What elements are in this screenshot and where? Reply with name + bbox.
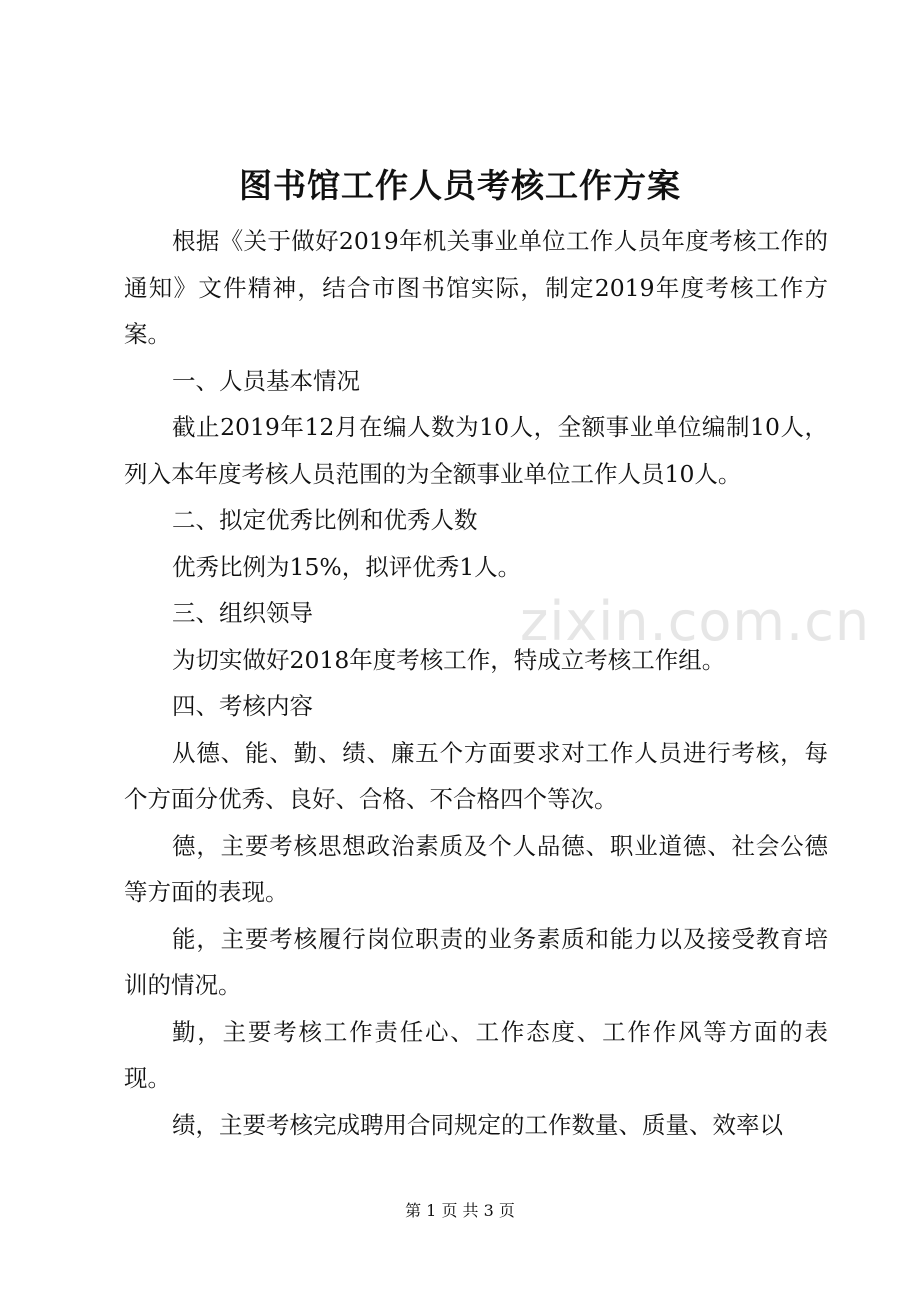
paragraph-intro: 根据《关于做好2019年机关事业单位工作人员年度考核工作的通知》文件精神，结合市图书馆实际，制定2019年度考核工作方案。: [124, 227, 828, 348]
paragraph-ability: 能，主要考核履行岗位职责的业务素质和能力以及接受教育培训的情况。: [124, 924, 828, 999]
paragraph-diligence: 勤，主要考核工作责任心、工作态度、工作作风等方面的表现。: [124, 1017, 828, 1092]
paragraph-performance: 绩，主要考核完成聘用合同规定的工作数量、质量、效率以: [172, 1110, 783, 1139]
paragraph-virtue: 德，主要考核思想政治素质及个人品德、职业道德、社会公德等方面的表现。: [124, 831, 828, 906]
section-heading-1: 一、人员基本情况: [172, 366, 360, 395]
section-heading-3: 三、组织领导: [172, 599, 313, 627]
section-heading-2: 二、拟定优秀比例和优秀人数: [172, 506, 478, 534]
watermark: zixin.com.cn: [520, 590, 871, 653]
paragraph-content-overview: 从德、能、勤、绩、廉五个方面要求对工作人员进行考核，每个方面分优秀、良好、合格、不合格四个等次。: [124, 738, 828, 813]
page-footer: 第 1 页 共 3 页: [405, 1201, 515, 1220]
document-title: 图书馆工作人员考核工作方案: [239, 166, 681, 205]
paragraph-staff-count: 截止2019年12月在编人数为10人，全额事业单位编制10人，列入本年度考核人员范围的为全额事业单位工作人员10人。: [124, 413, 828, 488]
document-body: [124, 218, 828, 1148]
paragraph-excellent-ratio: 优秀比例为15%，拟评优秀1人。: [172, 552, 522, 581]
paragraph-leadership: 为切实做好2018年度考核工作，特成立考核工作组。: [172, 645, 726, 674]
section-heading-4: 四、考核内容: [172, 692, 313, 720]
